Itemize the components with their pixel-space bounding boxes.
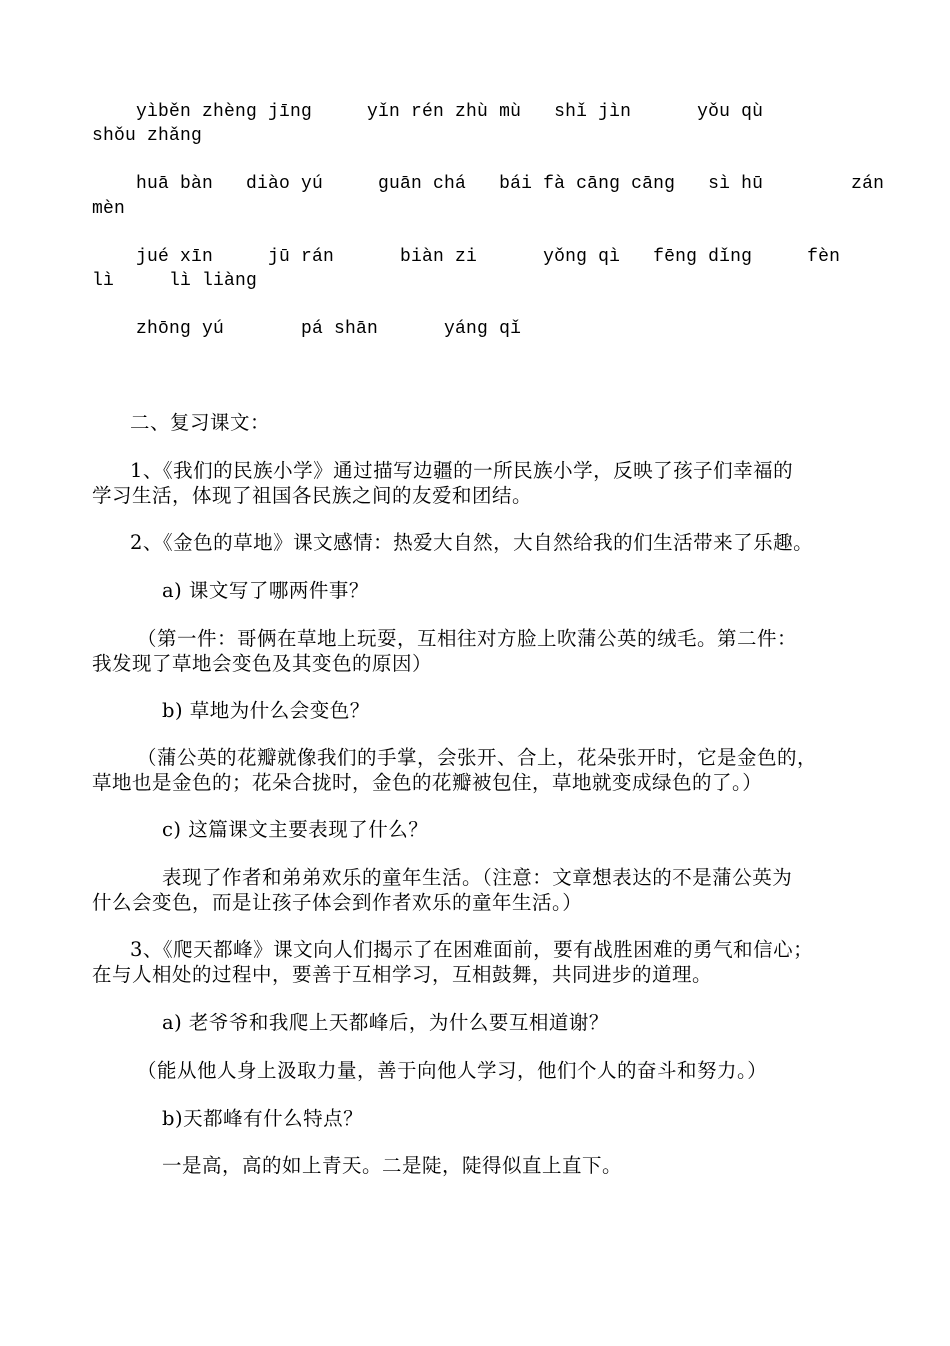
review-item-line: 学习生活，体现了祖国各民族之间的友爱和团结。 — [92, 484, 533, 507]
answer-line: 表现了作者和弟弟欢乐的童年生活。（注意：文章想表达的不是蒲公英为 — [162, 866, 793, 889]
review-item-line: 在与人相处的过程中，要善于互相学习，互相鼓舞，共同进步的道理。 — [92, 963, 713, 986]
pinyin-line: zhōng yú pá shān yáng qǐ — [92, 319, 522, 339]
pinyin-line: jué xīn jū rán biàn zi yǒng qì fēng dǐng fèn — [92, 247, 841, 267]
section-title: 二、复习课文： — [130, 411, 271, 434]
answer-line: （蒲公英的花瓣就像我们的手掌，会张开、合上，花朵张开时，它是金色的， — [137, 746, 818, 769]
answer-line: 什么会变色，而是让孩子体会到作者欢乐的童年生活。） — [92, 891, 583, 914]
review-item-line: 3、《爬天都峰》课文向人们揭示了在困难面前，要有战胜困难的勇气和信心； — [130, 938, 814, 961]
review-item-line: 2、《金色的草地》课文感情：热爱大自然，大自然给我的们生活带来了乐趣。 — [130, 531, 814, 554]
question-line: b)天都峰有什么特点？ — [162, 1107, 364, 1130]
question-line: a) 课文写了哪两件事？ — [162, 579, 369, 602]
question-line: c) 这篇课文主要表现了什么？ — [162, 818, 429, 841]
pinyin-line: huā bàn diào yú guān chá bái fà cāng cāng sì hū zán — [92, 174, 885, 194]
pinyin-line: shǒu zhǎng — [92, 126, 203, 146]
review-item-line: 1、《我们的民族小学》通过描写边疆的一所民族小学，反映了孩子们幸福的 — [130, 459, 794, 482]
answer-line: 我发现了草地会变色及其变色的原因） — [92, 652, 433, 675]
answer-line: （能从他人身上汲取力量，善于向他人学习，他们个人的奋斗和努力。） — [137, 1059, 768, 1082]
pinyin-line: lì lì liàng — [92, 271, 258, 291]
answer-line: 一是高，高的如上青天。二是陡，陡得似直上直下。 — [162, 1154, 623, 1177]
answer-line: 草地也是金色的；花朵合拢时，金色的花瓣被包住，草地就变成绿色的了。） — [92, 771, 763, 794]
answer-line: （第一件：哥俩在草地上玩耍，互相往对方脸上吹蒲公英的绒毛。第二件： — [137, 627, 798, 650]
pinyin-line: yìběn zhèng jīng yǐn rén zhù mù shǐ jìn yǒu qù — [92, 102, 764, 122]
pinyin-line: mèn — [92, 199, 126, 219]
question-line: a) 老爷爷和我爬上天都峰后，为什么要互相道谢？ — [162, 1011, 609, 1034]
question-line: b) 草地为什么会变色？ — [162, 699, 370, 722]
